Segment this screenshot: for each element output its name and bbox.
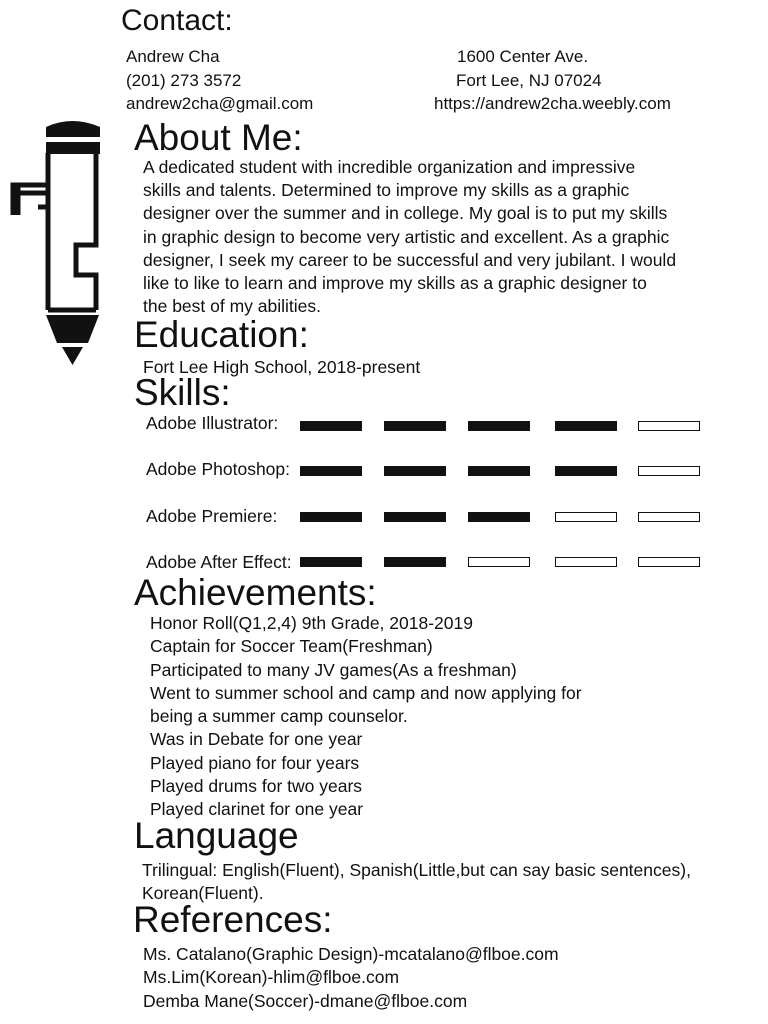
achievements-list (150, 612, 582, 822)
achievement-item: Honor Roll(Q1,2,4) 9th Grade, 2018-2019 (150, 613, 473, 633)
contact-city: Fort Lee, NJ 07024 (456, 70, 602, 90)
language-line: Trilingual: English(Fluent), Spanish(Little,but can say basic sentences), (142, 860, 691, 880)
skill-bar-empty (638, 466, 700, 476)
skill-label: Adobe After Effect: (146, 552, 292, 572)
skill-bar-filled (384, 466, 446, 476)
achievement-item: Played piano for four years (150, 752, 360, 773)
skill-bar-filled (300, 466, 362, 476)
education-entry: Fort Lee High School, 2018-present (143, 357, 421, 377)
about-line: A dedicated student with incredible organization and impressive (143, 157, 636, 177)
contact-phone: (201) 273 3572 (126, 70, 242, 90)
contact-heading: Contact: (121, 4, 233, 37)
skill-bar-filled (384, 421, 446, 431)
about-line: in graphic design to become very artistic and excellent. As a graphic (143, 226, 670, 247)
achievement-item: being a summer camp counselor. (150, 706, 408, 727)
reference-item: Ms. Catalano(Graphic Design)-mcatalano@flboe.com (143, 944, 559, 964)
skill-bar-empty (638, 512, 700, 522)
skill-label: Adobe Premiere: (146, 506, 278, 526)
contact-website[interactable]: https://andrew2cha.weebly.com (434, 94, 671, 113)
about-line: like to like to learn and improve my skills as a graphic designer to (143, 273, 647, 294)
skill-bar-empty (555, 557, 617, 567)
pencil-icon (8, 115, 108, 370)
skill-bar-filled (384, 512, 446, 522)
references-heading: References: (133, 899, 333, 940)
achievement-item: Participated to many JV games(As a freshman) (150, 659, 517, 680)
achievements-heading: Achievements: (134, 572, 377, 613)
skill-bar-empty (468, 557, 530, 567)
achievement-item: Captain for Soccer Team(Freshman) (150, 636, 433, 657)
skill-bar-filled (468, 421, 530, 431)
skill-bar-filled (555, 466, 617, 476)
skill-bar-filled (555, 421, 617, 431)
skill-bar-filled (468, 466, 530, 476)
achievement-item: Played clarinet for one year (150, 799, 364, 820)
skill-bar-empty (638, 557, 700, 567)
skills-heading: Skills: (134, 372, 231, 413)
skill-label: Adobe Photoshop: (146, 459, 291, 479)
education-heading: Education: (134, 314, 309, 355)
skill-label: Adobe Illustrator: (146, 413, 279, 433)
about-paragraph (143, 156, 703, 318)
reference-item: Ms.Lim(Korean)-hlim@flboe.com (143, 967, 400, 988)
about-heading: About Me: (134, 117, 303, 158)
language-line: Korean(Fluent). (142, 883, 264, 904)
about-line: designer, I seek my career to be successful and very jubilant. I would (143, 249, 677, 270)
skill-bar-filled (300, 512, 362, 522)
contact-street: 1600 Center Ave. (457, 47, 589, 66)
contact-email[interactable]: andrew2cha@gmail.com (126, 94, 314, 113)
achievement-item: Played drums for two years (150, 776, 363, 797)
skill-bar-empty (638, 421, 700, 431)
skill-bar-empty (555, 512, 617, 522)
achievement-item: Was in Debate for one year (150, 729, 363, 750)
achievement-item: Went to summer school and camp and now applying for (150, 682, 582, 703)
references-list (143, 943, 559, 1013)
about-line: designer over the summer and in college. My goal is to put my skills (143, 203, 668, 224)
reference-item: Demba Mane(Soccer)-dmane@flboe.com (143, 990, 468, 1011)
skill-bar-filled (300, 421, 362, 431)
skill-bar-filled (384, 557, 446, 567)
skill-bar-filled (300, 557, 362, 567)
language-heading: Language (134, 815, 299, 856)
about-line: the best of my abilities. (143, 296, 321, 317)
skill-bar-filled (468, 512, 530, 522)
about-line: skills and talents. Determined to improve my skills as a graphic (143, 180, 630, 201)
contact-name: Andrew Cha (126, 47, 220, 66)
